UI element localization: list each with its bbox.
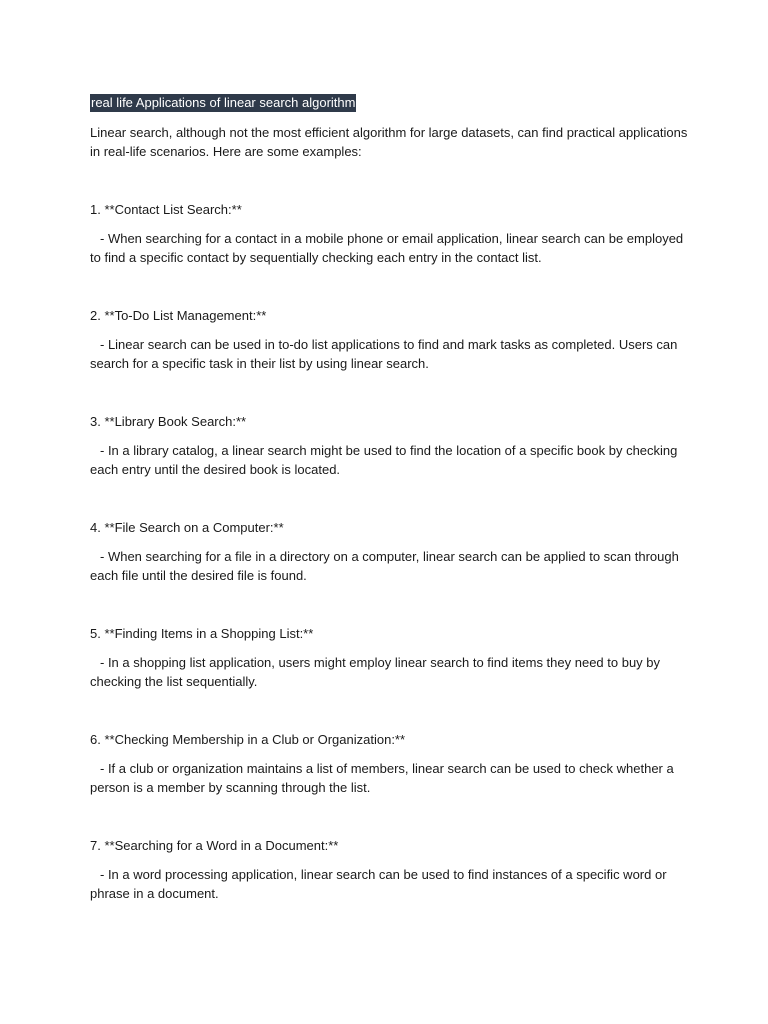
item-description <box>90 759 690 797</box>
list-item-file-search <box>90 518 690 585</box>
item-description-line: - Linear search can be used in to-do list applications to find and mark tasks as completed. Users can <box>100 337 678 352</box>
item-heading: 3. **Library Book Search:** <box>90 414 247 429</box>
list-item-membership-check <box>90 730 690 797</box>
list-item-contact-search <box>90 200 690 267</box>
item-description-line: each file until the desired file is found. <box>90 568 307 583</box>
item-description-line: - In a library catalog, a linear search might be used to find the location of a specific book by checking <box>100 443 678 458</box>
list-item-todo-list <box>90 306 690 373</box>
item-heading: 5. **Finding Items in a Shopping List:** <box>90 626 314 641</box>
item-description <box>90 865 690 903</box>
item-heading: 7. **Searching for a Word in a Document:** <box>90 838 339 853</box>
item-heading: 2. **To-Do List Management:** <box>90 308 267 323</box>
list-item-shopping-list <box>90 624 690 691</box>
item-heading: 1. **Contact List Search:** <box>90 202 242 217</box>
item-description-line: - In a word processing application, linear search can be used to find instances of a specific word or <box>100 867 667 882</box>
list-item-word-search <box>90 836 690 903</box>
intro-paragraph <box>90 123 690 161</box>
item-description-line: each entry until the desired book is located. <box>90 462 341 477</box>
item-description <box>90 441 690 479</box>
item-description <box>90 547 690 585</box>
item-description-line: - When searching for a contact in a mobile phone or email application, linear search can be employed <box>100 231 684 246</box>
item-description <box>90 653 690 691</box>
item-description-line: - When searching for a file in a directory on a computer, linear search can be applied to scan through <box>100 549 679 564</box>
item-heading: 6. **Checking Membership in a Club or Organization:** <box>90 732 406 747</box>
item-heading: 4. **File Search on a Computer:** <box>90 520 284 535</box>
item-description-line: to find a specific contact by sequentially checking each entry in the contact list. <box>90 250 542 265</box>
item-description-line: search for a specific task in their list by using linear search. <box>90 356 429 371</box>
item-description-line: person is a member by scanning through the list. <box>90 780 371 795</box>
item-description-line: checking the list sequentially. <box>90 674 258 689</box>
list-item-library-search <box>90 412 690 479</box>
document-title: real life Applications of linear search algorithm <box>91 95 356 110</box>
item-description-line: phrase in a document. <box>90 886 219 901</box>
item-description-line: - In a shopping list application, users might employ linear search to find items they need to buy by <box>100 655 661 670</box>
item-description-line: - If a club or organization maintains a list of members, linear search can be used to check whether a <box>100 761 674 776</box>
item-description <box>90 335 690 373</box>
intro-line: in real-life scenarios. Here are some examples: <box>90 144 362 159</box>
intro-line: Linear search, although not the most efficient algorithm for large datasets, can find practical applications <box>90 125 688 140</box>
item-description <box>90 229 690 267</box>
